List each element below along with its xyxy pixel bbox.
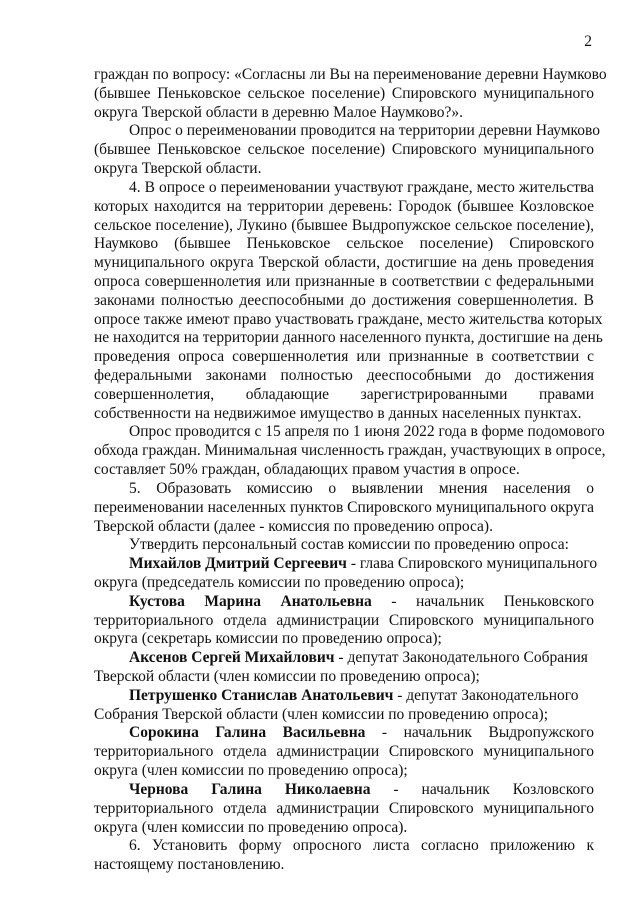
- text-line: Собрания Тверской области (член комиссии по проведению опроса);: [94, 705, 549, 723]
- text-line: Опрос проводится с 15 апреля по 1 июня 2022 года в форме подомового: [129, 423, 605, 441]
- text-line: не находится на территории данного населенного пункта, достигшие на день: [94, 329, 603, 347]
- member-role: - начальник Козловского: [370, 780, 595, 798]
- text-line: федеральными законами полностью дееспособными до достижения: [94, 367, 594, 384]
- text-line: округа (член комиссии по проведению опроса);: [94, 762, 408, 780]
- member-role: - начальник Пеньковского: [371, 592, 594, 610]
- page-number: 2: [584, 33, 592, 50]
- member-role: - депутат Законодательного: [393, 686, 579, 704]
- text-line: [94, 593, 594, 612]
- text-line: [94, 724, 594, 743]
- text-line: округа Тверской области.: [94, 160, 262, 178]
- text-line: [94, 555, 598, 574]
- text-line: составляет 50% граждан, обладающих правом участия в опросе.: [94, 461, 520, 479]
- member-name: Сорокина Галина Васильевна: [129, 724, 366, 742]
- text-line: граждан по вопросу: «Согласны ли Вы на переименование деревни Наумково: [94, 66, 607, 83]
- text-line: которых находится на территории деревень: Городок (бывшее Козловское: [94, 197, 594, 215]
- member-role: - начальник Выдропужского: [365, 724, 594, 742]
- text-line: совершеннолетия, обладающие зарегистрированными правами: [94, 385, 594, 403]
- text-line: 6. Установить форму опросного листа согласно приложению к: [129, 837, 594, 855]
- text-line: округа Тверской области в деревню Малое Наумково?».: [94, 103, 463, 121]
- text-line: территориального отдела администрации Спировского муниципального: [94, 611, 594, 629]
- member-name: Михайлов Дмитрий Сергеевич: [129, 555, 347, 573]
- member-name: Кустова Марина Анатольевна: [129, 592, 372, 610]
- text-line: настоящему постановлению.: [94, 856, 285, 874]
- text-line: сельское поселение), Лукино (бывшее Выдропужское сельское поселение),: [94, 216, 594, 234]
- member-name: Петрушенко Станислав Анатольевич: [129, 686, 394, 704]
- text-line: округа (секретарь комиссии по проведению опроса);: [94, 630, 442, 648]
- text-line: переименовании населенных пунктов Спировского муниципального округа: [94, 498, 595, 516]
- text-line: Тверской области (далее - комиссия по проведению опроса).: [94, 517, 493, 535]
- text-line: собственности на недвижимое имущество в данных населенных пунктах.: [94, 404, 582, 422]
- document-body: [94, 66, 607, 875]
- text-line: 4. В опросе о переименовании участвуют граждане, место жительства: [129, 178, 594, 196]
- text-line: опроса совершеннолетия или признанные в соответствии с федеральными: [94, 272, 594, 290]
- text-line: Наумково (бывшее Пеньковское сельское поселение) Спировского: [94, 235, 594, 253]
- member-name: Аксенов Сергей Михайлович: [129, 649, 335, 667]
- text-line: Тверской области (член комиссии по проведению опроса);: [94, 668, 480, 685]
- text-line: обхода граждан. Минимальная численность граждан, участвующих в опросе,: [94, 442, 606, 460]
- member-name: Чернова Галина Николаевна: [129, 780, 371, 798]
- text-line: Утвердить персональный состав комиссии по проведению опроса:: [129, 536, 569, 554]
- text-line: округа (член комиссии по проведению опроса).: [94, 818, 408, 836]
- text-line: Опрос о переименовании проводится на территории деревни Наумково: [129, 122, 600, 140]
- text-line: муниципального округа Тверской области, достигшие на день проведения: [94, 254, 594, 272]
- text-line: [94, 781, 594, 800]
- text-line: территориального отдела администрации Спировского муниципального: [94, 799, 594, 817]
- text-line: проведения опроса совершеннолетия или признанные в соответствии с: [94, 348, 594, 366]
- text-line: законами полностью дееспособными до достижения совершеннолетия. В: [94, 291, 594, 309]
- text-line: округа (председатель комиссии по проведению опроса);: [94, 573, 465, 591]
- text-line: территориального отдела администрации Спировского муниципального: [94, 743, 594, 761]
- text-line: 5. Образовать комиссию о выявлении мнения населения о: [129, 479, 594, 497]
- text-line: (бывшее Пеньковское сельское поселение) Спировского муниципального: [94, 84, 594, 102]
- text-line: [94, 649, 594, 668]
- member-role: - депутат Законодательного Собрания: [334, 649, 588, 667]
- text-line: опросе также имеют право участвовать граждане, место жительства которых: [94, 310, 603, 328]
- member-role: - глава Спировского муниципального: [346, 555, 598, 573]
- text-line: (бывшее Пеньковское сельское поселение) Спировского муниципального: [94, 141, 594, 159]
- text-line: [94, 687, 594, 706]
